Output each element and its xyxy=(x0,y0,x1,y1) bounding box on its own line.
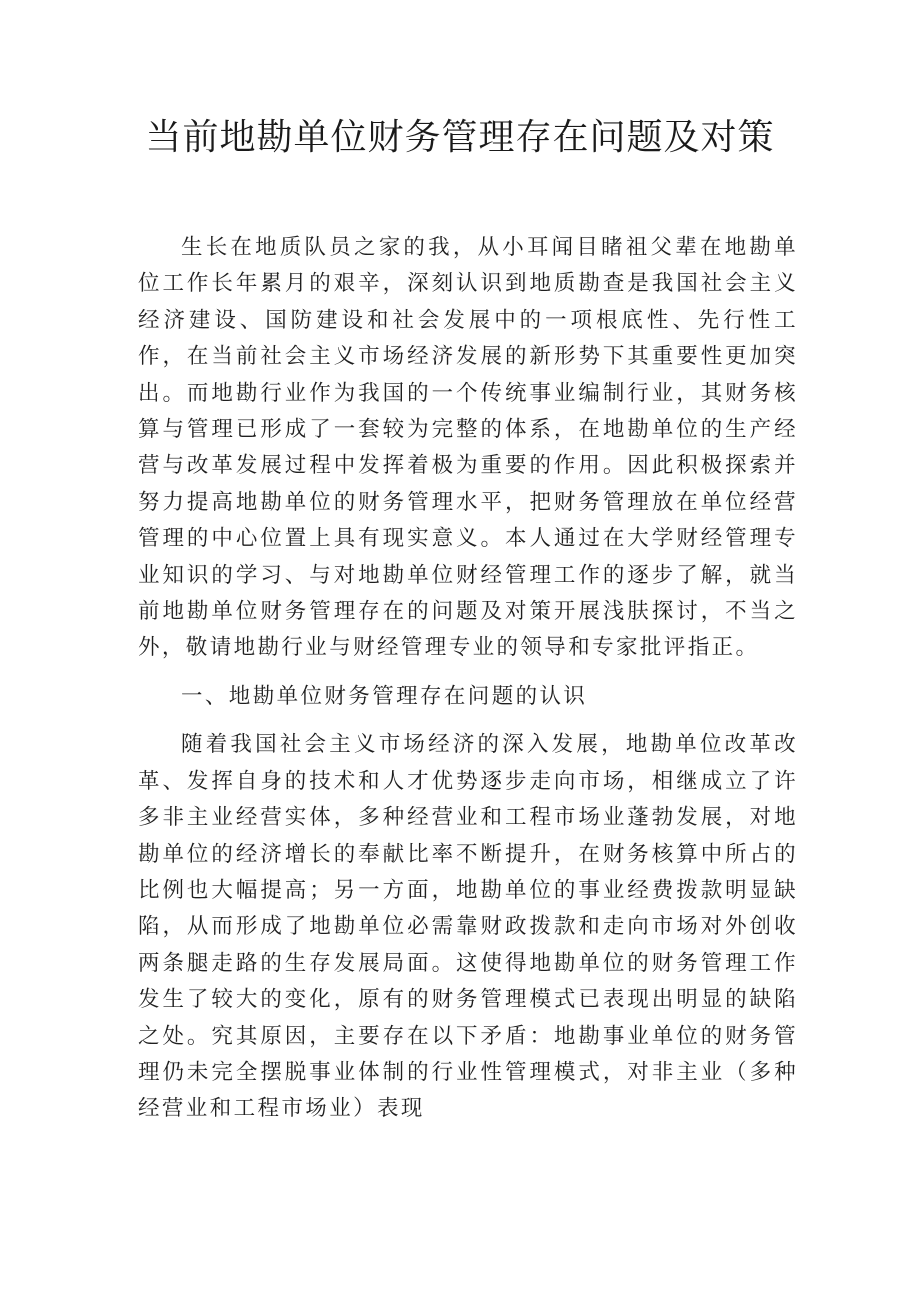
intro-paragraph: 生长在地质队员之家的我，从小耳闻目睹祖父辈在地勘单位工作长年累月的艰辛，深刻认识到地质勘查是我国社会主义经济建设、国防建设和社会发展中的一项根底性、先行性工作，在当前社会主义市场经济发展的新形势下其重要性更加突出。而地勘行业作为我国的一个传统事业编制行业，其财务核算与管理已形成了一套较为完整的体系，在地勘单位的生产经营与改革发展过程中发挥着极为重要的作用。因此积极探索并努力提高地勘单位的财务管理水平，把财务管理放在单位经营管理的中心位置上具有现实意义。本人通过在大学财经管理专业知识的学习、与对地勘单位财经管理工作的逐步了解，就当前地勘单位财务管理存在的问题及对策开展浅肤探讨，不当之外，敬请地勘行业与财经管理专业的领导和专家批评指正。 xyxy=(138,235,798,661)
section-heading: 一、地勘单位财务管理存在问题的认识 xyxy=(181,683,588,709)
section-paragraph: 随着我国社会主义市场经济的深入发展，地勘单位改革改革、发挥自身的技术和人才优势逐步走向市场，相继成立了许多非主业经营实体，多种经营业和工程市场业蓬勃发展，对地勘单位的经济增长的奉献比率不断提升，在财务核算中所占的比例也大幅提高；另一方面，地勘单位的事业经费拨款明显缺陷，从而形成了地勘单位必需靠财政拨款和走向市场对外创收两条腿走路的生存发展局面。这使得地勘单位的财务管理工作发生了较大的变化，原有的财务管理模式已表现出明显的缺陷之处。究其原因，主要存在以下矛盾：地勘事业单位的财务管理仍未完全摆脱事业体制的行业性管理模式，对非主业（多种经营业和工程市场业）表现 xyxy=(138,732,798,1122)
document-body xyxy=(138,230,798,1140)
document-title: 当前地勘单位财务管理存在问题及对策 xyxy=(145,117,775,158)
